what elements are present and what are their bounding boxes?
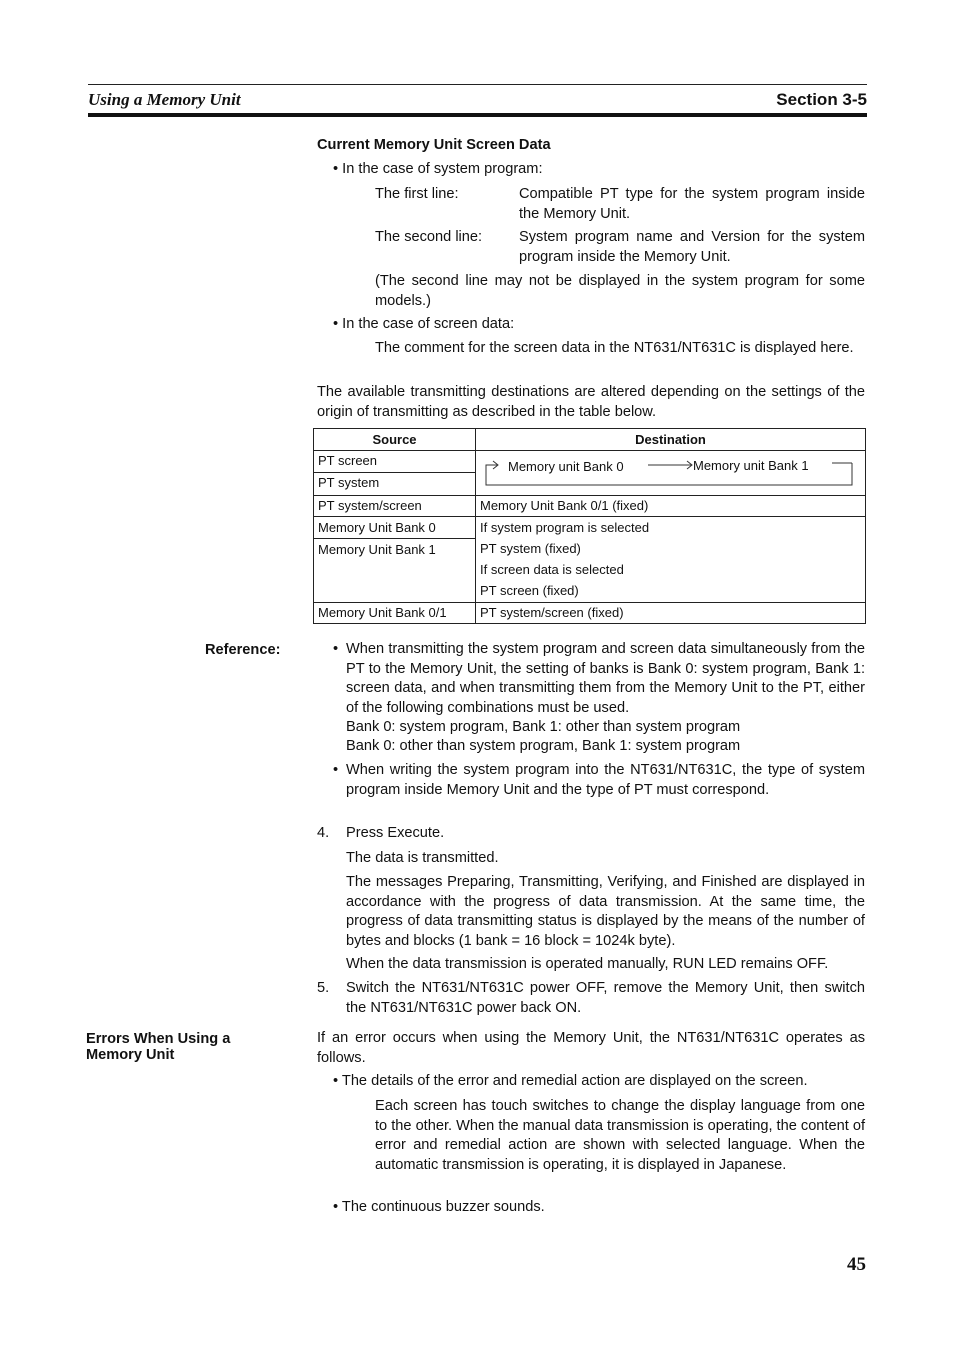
step-4-para-2: The messages Preparing, Transmitting, Verifying, and Finished are displayed in accordance with the progress of data transmission. At the same time, the progress of data transmitting status is displayed by the means of the number of bytes and blocks (1 bank = 16 block = 1024k byte). (346, 874, 865, 949)
screen-data-comment: The comment for the screen data in the NT631/NT631C is displayed here. (375, 340, 854, 356)
transmission-table (313, 428, 866, 624)
bullet-screen-data: • In the case of screen data: (333, 316, 515, 332)
dest-selection-cell (476, 517, 866, 603)
col-destination: Destination (476, 429, 866, 451)
table-header-row (314, 429, 866, 451)
diagram-bank1-label: Memory unit Bank 1 (693, 458, 809, 473)
dest-pt-system-fixed: PT system (fixed) (480, 541, 581, 556)
source-memory-bank-0-1: Memory Unit Bank 0/1 (314, 603, 476, 624)
second-line-text: System program name and Version for the system program inside the Memory Unit. (519, 229, 865, 265)
destinations-intro: The available transmitting destinations are altered depending on the settings of the origin of transmitting as described in the table below. (317, 384, 865, 420)
step-4-title: Press Execute. (346, 825, 445, 841)
table-row (314, 517, 866, 603)
reference-bullet-2-mark: • (333, 762, 339, 778)
dest-if-system: If system program is selected (480, 520, 650, 535)
col-source: Source (314, 429, 476, 451)
dest-if-screen: If screen data is selected (480, 562, 624, 577)
source-cell (314, 517, 476, 603)
source-pt-system-screen: PT system/screen (314, 496, 476, 517)
errors-intro: If an error occurs when using the Memory Unit, the NT631/NT631C operates as follows. (317, 1030, 865, 1066)
header-rule-top (88, 84, 867, 85)
errors-bullet-2: • The continuous buzzer sounds. (333, 1199, 545, 1215)
header-rule-bottom (88, 113, 867, 117)
reference-combination-2: Bank 0: other than system program, Bank 1: system program (346, 738, 741, 754)
errors-bullet-1: • The details of the error and remedial action are displayed on the screen. (333, 1073, 808, 1089)
step-4-para-1: The data is transmitted. (346, 850, 499, 866)
errors-bullet-1-text: Each screen has touch switches to change the display language from one to the other. When the manual data transmission is operating, the content of error and remedial action are shown with selected language. When the automatic transmission is operating, it is displayed in Japanese. (375, 1098, 865, 1173)
bank-flow-diagram (476, 451, 865, 495)
diagram-bank0-label: Memory unit Bank 0 (508, 459, 624, 474)
second-line-note: (The second line may not be displayed in the system program for some models.) (375, 273, 865, 309)
step-4-para-3: When the data transmission is operated manually, RUN LED remains OFF. (346, 956, 829, 972)
destination-diagram-cell (476, 451, 866, 496)
table-row (314, 451, 866, 496)
source-cell (314, 451, 476, 496)
page-number: 45 (847, 1254, 866, 1275)
dest-memory-bank-0-1: Memory Unit Bank 0/1 (fixed) (476, 496, 866, 517)
reference-bullet-1-mark: • (333, 641, 339, 657)
errors-label-line-1: Errors When Using a (86, 1031, 231, 1047)
source-pt-system: PT system (318, 475, 380, 490)
chapter-title: Using a Memory Unit (88, 90, 241, 109)
step-5-number: 5. (317, 980, 330, 996)
source-memory-bank-1: Memory Unit Bank 1 (318, 542, 436, 557)
source-pt-screen: PT screen (314, 451, 475, 473)
source-memory-bank-0: Memory Unit Bank 0 (314, 517, 475, 539)
bullet-system-program: • In the case of system program: (333, 161, 543, 177)
dest-pt-screen-fixed: PT screen (fixed) (480, 583, 579, 598)
table-row (314, 603, 866, 624)
reference-bullet-2: When writing the system program into the NT631/NT631C, the type of system program inside Memory Unit and the type of PT must correspond. (346, 762, 865, 798)
reference-bullet-1: When transmitting the system program and screen data simultaneously from the PT to the Memory Unit, the setting of banks is Bank 0: system program, Bank 1: screen data, and when transmitting them from the Memory Unit to the PT, either of the following combinations must be used. (346, 641, 865, 716)
step-4-number: 4. (317, 825, 330, 841)
first-line-label: The first line: (375, 186, 459, 202)
reference-label: Reference: (205, 642, 281, 658)
table-row (314, 496, 866, 517)
section-number: Section 3-5 (776, 90, 867, 109)
current-data-heading: Current Memory Unit Screen Data (317, 137, 551, 153)
step-5-text: Switch the NT631/NT631C power OFF, remove the Memory Unit, then switch the NT631/NT631C power back ON. (346, 980, 865, 1016)
errors-label-line-2: Memory Unit (86, 1047, 175, 1063)
reference-combination-1: Bank 0: system program, Bank 1: other than system program (346, 719, 741, 735)
first-line-text: Compatible PT type for the system program inside the Memory Unit. (519, 186, 865, 222)
dest-pt-system-screen: PT system/screen (fixed) (476, 603, 866, 624)
second-line-label: The second line: (375, 229, 483, 245)
